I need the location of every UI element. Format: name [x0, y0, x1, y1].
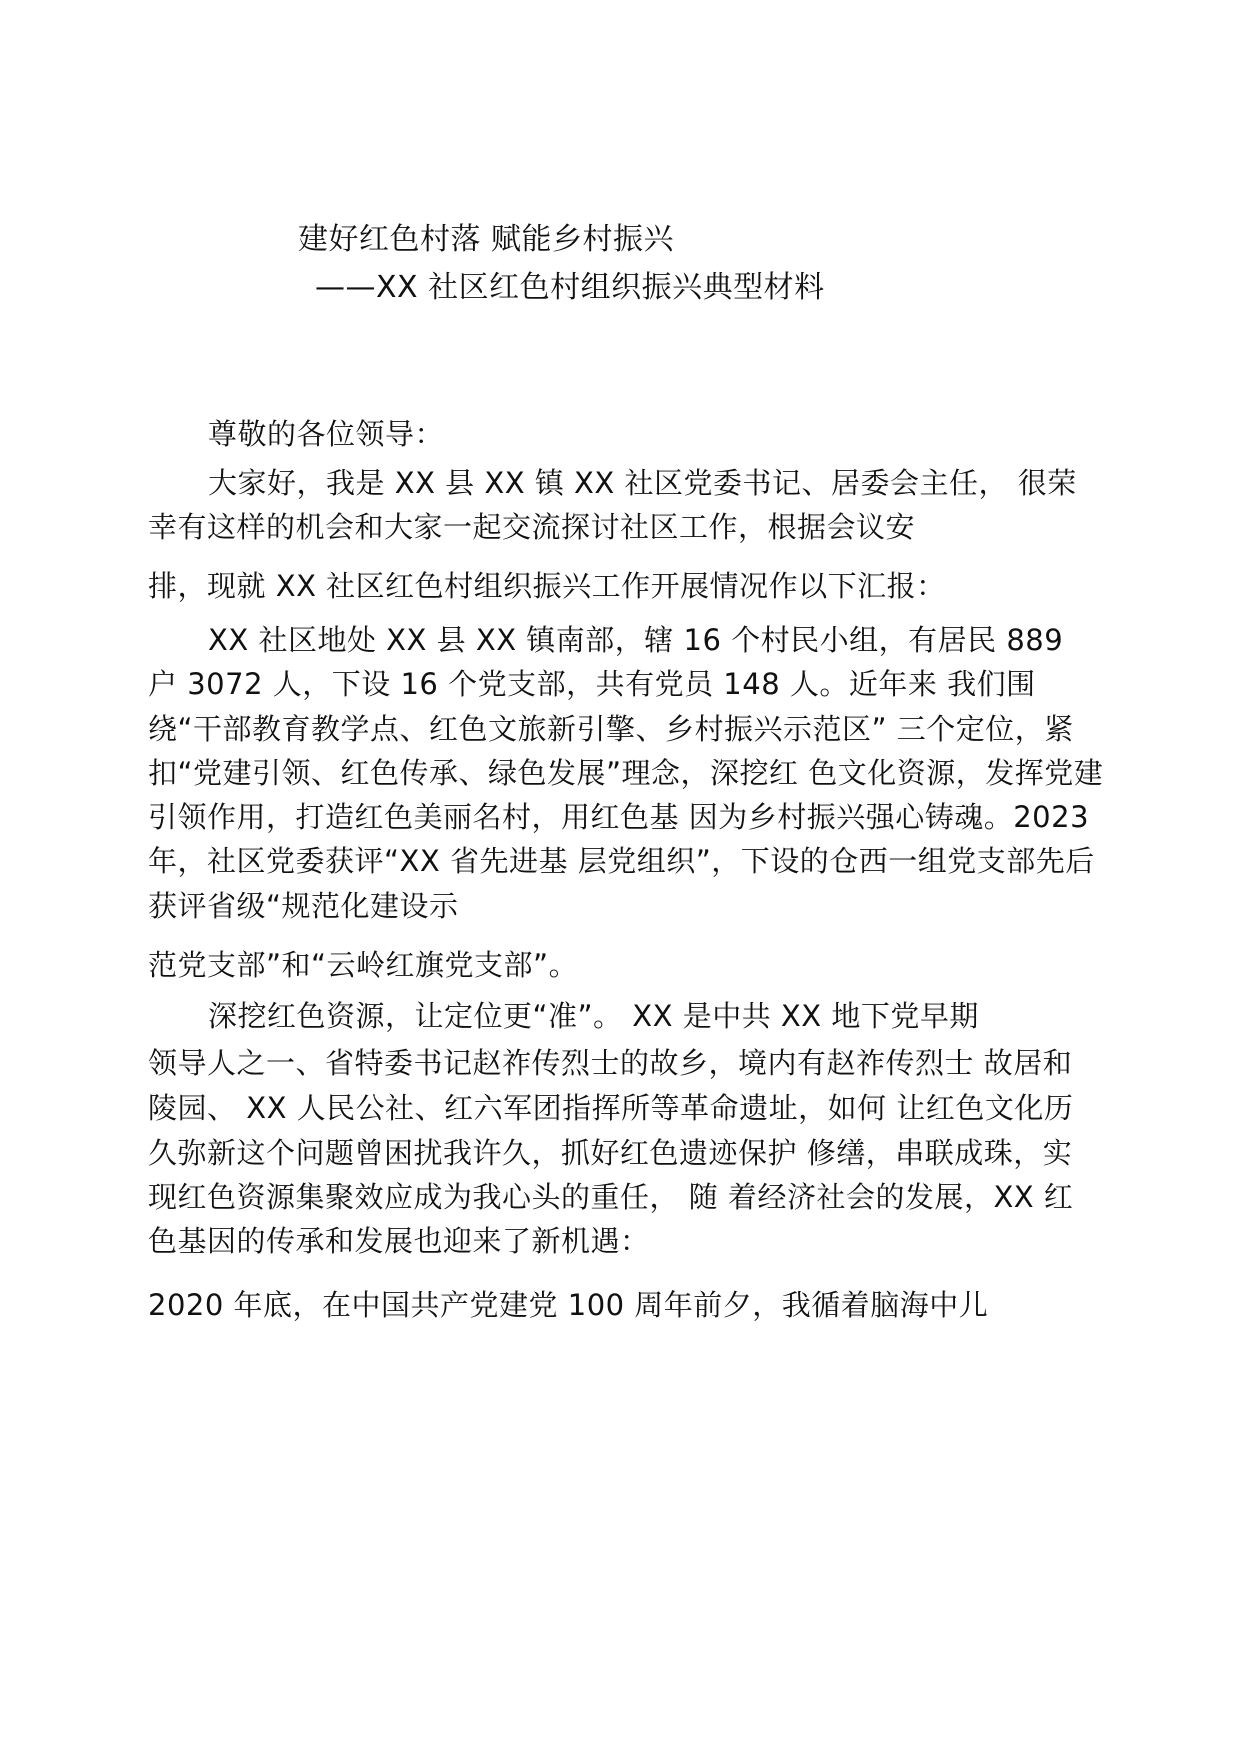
document-title: 建好红色村落 赋能乡村振兴 [298, 222, 675, 257]
body-line: 范党支部”和“云岭红旗党支部”。 [148, 948, 579, 982]
body-line: 引领作用，打造红色美丽名村，用红色基 因为乡村振兴强心铸魂。2023 [148, 800, 1090, 834]
salutation: 尊敬的各位领导： [208, 417, 445, 451]
body-line: 领导人之一、省特委书记赵祚传烈士的故乡，境内有赵祚传烈士 故居和 [148, 1046, 1073, 1080]
body-line: XX 社区地处 XX 县 XX 镇南部，辖 16 个村民小组，有居民 889 [208, 623, 1064, 657]
section-heading-line: 深挖红色资源，让定位更“准”。 XX 是中共 XX 地下党早期 [208, 999, 979, 1033]
document-subtitle: ——XX 社区红色村组织振兴典型材料 [315, 270, 825, 305]
body-line: 2020 年底，在中国共产党建党 100 周年前夕，我循着脑海中儿 [148, 1288, 989, 1322]
body-line: 扣“党建引领、红色传承、绿色发展”理念，深挖红 色文化资源，发挥党建 [148, 756, 1104, 790]
body-line: 色基因的传承和发展也迎来了新机遇： [148, 1224, 650, 1258]
body-line: 年，社区党委获评“XX 省先进基 层党组织”，下设的仓西一组党支部先后 [148, 844, 1095, 878]
body-line: 久弥新这个问题曾困扰我许久，抓好红色遗迹保护 修缮，串联成珠，实 [148, 1136, 1073, 1170]
body-line: 幸有这样的机会和大家一起交流探讨社区工作，根据会议安 [148, 510, 916, 544]
body-line: 排，现就 XX 社区红色村组织振兴工作开展情况作以下汇报： [148, 569, 946, 603]
body-line: 现红色资源集聚效应成为我心头的重任， 随 着经济社会的发展，XX 红 [148, 1180, 1074, 1214]
body-line: 获评省级“规范化建设示 [148, 889, 459, 923]
body-line: 户 3072 人，下设 16 个党支部，共有党员 148 人。近年来 我们围 [148, 667, 1036, 701]
body-line: 陵园、 XX 人民公社、红六军团指挥所等革命遗址，如何 让红色文化历 [148, 1091, 1074, 1125]
body-line: 大家好，我是 XX 县 XX 镇 XX 社区党委书记、居委会主任， 很荣 [208, 466, 1077, 500]
body-line: 绕“干部教育教学点、红色文旅新引擎、乡村振兴示范区” 三个定位，紧 [148, 712, 1074, 746]
